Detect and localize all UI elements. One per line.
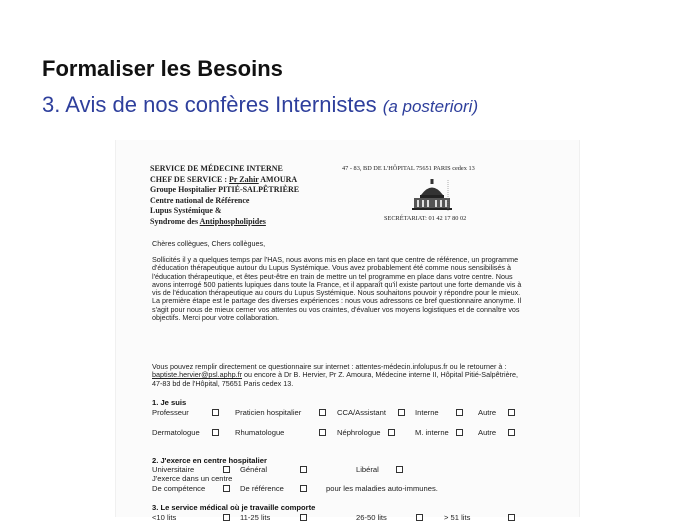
question-3-title: 3. Le service médical où je travaille comporte: [152, 503, 316, 512]
option-label: Autre: [478, 408, 497, 417]
option-label: pour les maladies auto-immunes.: [326, 484, 438, 493]
email-link[interactable]: baptiste.hervier@psl.aphp.fr: [152, 370, 242, 380]
paragraph-text: ou encore à Dr B. Hervier, Pr Z. Amoura, Médecine interne II, Hôpital Pitié-Salpêtrière, 47-83 bd de l'Hôpital, 75651 Paris cedex 13.: [152, 370, 519, 388]
option-checkbox[interactable]: [212, 409, 219, 416]
letterhead-line: Lupus Systémique &: [150, 206, 222, 216]
hospital-address: 47 - 83, BD DE L'HÔPITAL 75651 PARIS cedex 13: [342, 165, 475, 172]
subtitle-main: 3. Avis de nos confères Internistes: [42, 92, 377, 117]
slide-subtitle: [42, 92, 478, 118]
letter-paragraph-1: Sollicités il y a quelques temps par l'HAS, nous avons mis en place en tant que centre de référence, un programme d'éducation thérapeutique autour du Lupus Systémique. Vous avez probablement été comme nous sensibilisés à l'éducation thérapeutique, et êtes peut-être en train de mettre un tel programme en place dans votre centre. Nous avons interrogé 500 patients lupiques dans toute la France, et il apparaît qu'il existe partout une forte demande vis à vis de l'éducation thérapeutique au cours du Lupus Systémique. Nous souhaitons pouvoir y répondre pour le mieux. La première étape est le partage des diverses expériences : nous vous adressons ce bref questionnaire anonyme. Il s'agit pour nous de mieux cerner vos attentes ou vos craintes, d'évaluer vos moyens logistiques et de connaître vos objectifs. Merci pour votre collaboration.: [152, 255, 522, 323]
option-label: Autre: [478, 428, 497, 437]
option-checkbox[interactable]: [300, 466, 307, 473]
question-1-title: 1. Je suis: [152, 398, 187, 407]
option-checkbox[interactable]: [319, 409, 326, 416]
letter-paragraph-2: [152, 363, 526, 388]
option-label: Dermatologue: [152, 428, 200, 437]
letterhead-line: [150, 217, 299, 228]
option-checkbox[interactable]: [396, 466, 403, 473]
option-label: Néphrologue: [337, 428, 381, 437]
scanned-letter: [115, 140, 580, 522]
option-checkbox[interactable]: [300, 485, 307, 492]
letterhead-line: [150, 175, 299, 186]
letterhead-line: SERVICE DE MÉDECINE INTERNE: [150, 164, 283, 173]
option-label: CCA/Assistant: [337, 408, 386, 417]
option-checkbox[interactable]: [319, 429, 326, 436]
option-checkbox[interactable]: [300, 514, 307, 521]
option-checkbox[interactable]: [416, 514, 423, 521]
option-checkbox[interactable]: [212, 429, 219, 436]
letter-greeting: Chères collègues, Chers collègues,: [152, 239, 266, 248]
option-checkbox[interactable]: [456, 429, 463, 436]
option-label: Professeur: [152, 408, 189, 417]
option-label: <10 lits: [152, 513, 177, 522]
letterhead-text: Pr Zahir: [229, 174, 259, 184]
option-checkbox[interactable]: [223, 485, 230, 492]
letterhead-line: Centre national de Référence: [150, 195, 250, 205]
option-label: Libéral: [356, 465, 379, 474]
option-label: M. interne: [415, 428, 449, 437]
option-label: 26-50 lits: [356, 513, 387, 522]
option-label: Universitaire: [152, 465, 195, 474]
letterhead-line: Groupe Hospitalier PITIÉ-SALPÊTRIÈRE: [150, 185, 300, 195]
subtitle-aside: (a posteriori): [382, 97, 479, 116]
hospital-dome-logo-icon: [412, 178, 452, 214]
option-checkbox[interactable]: [223, 514, 230, 521]
option-label: > 51 lits: [444, 513, 471, 522]
option-checkbox[interactable]: [223, 466, 230, 473]
letterhead-text: AMOURA: [258, 174, 298, 184]
letterhead-text: CHEF DE SERVICE :: [150, 174, 229, 184]
option-checkbox[interactable]: [456, 409, 463, 416]
option-label: Interne: [415, 408, 439, 417]
option-checkbox[interactable]: [508, 409, 515, 416]
paragraph-text: Vous pouvez remplir directement ce questionnaire sur internet : attentes-médecin.infolupus.fr ou le retourner à :: [152, 362, 507, 371]
secretariat-phone: SECRÉTARIAT: 01 42 17 80 02: [384, 215, 467, 222]
option-checkbox[interactable]: [508, 514, 515, 521]
centre-question: J'exerce dans un centre: [152, 474, 233, 483]
question-2-title: 2. J'exerce en centre hospitalier: [152, 456, 267, 465]
letterhead: [150, 164, 299, 228]
letterhead-text: Syndrome des: [150, 216, 200, 226]
option-label: Praticien hospitalier: [235, 408, 302, 417]
option-label: De référence: [240, 484, 284, 493]
option-label: 11-25 lits: [240, 513, 271, 522]
option-label: Rhumatologue: [235, 428, 285, 437]
letterhead-text: Antiphospholipides: [199, 216, 266, 226]
option-checkbox[interactable]: [398, 409, 405, 416]
option-label: Général: [240, 465, 268, 474]
slide-title: Formaliser les Besoins: [42, 56, 283, 81]
option-checkbox[interactable]: [388, 429, 395, 436]
option-checkbox[interactable]: [508, 429, 515, 436]
option-label: De compétence: [152, 484, 206, 493]
